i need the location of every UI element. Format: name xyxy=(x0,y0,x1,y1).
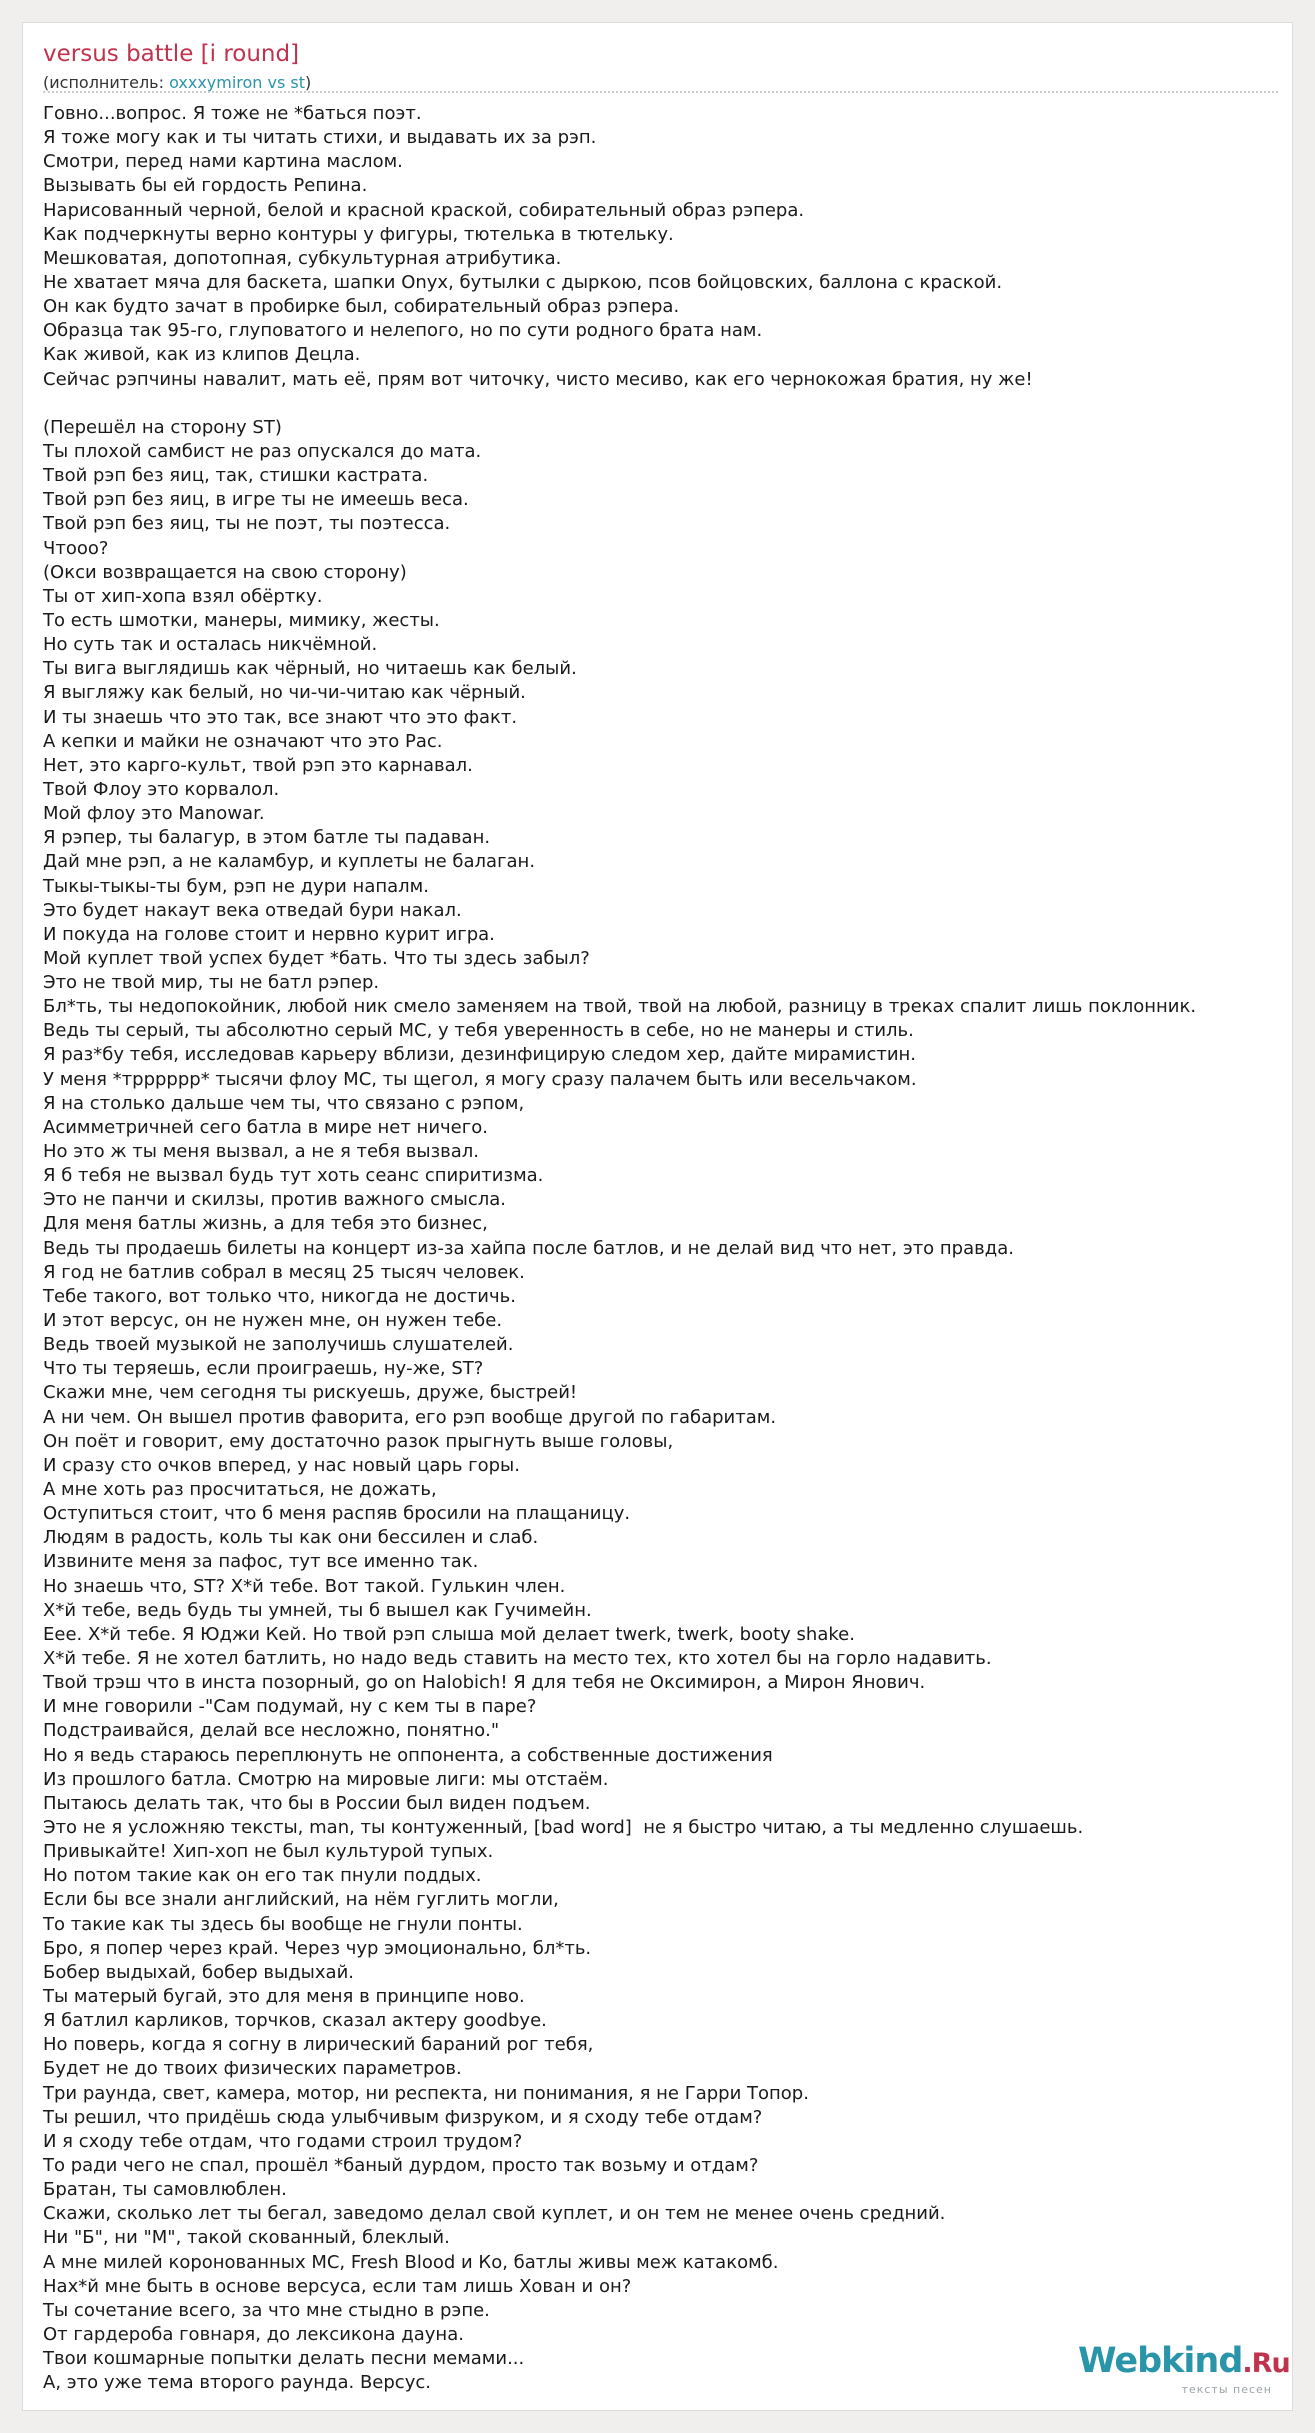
lyric-line: Ведь твоей музыкой не заполучишь слушателей. xyxy=(43,1334,514,1356)
lyric-line: Мой флоу это Manowar. xyxy=(43,803,265,825)
lyric-line: Еее. Х*й тебе. Я Юджи Кей. Но твой рэп слыша мой делает twerk, twerk, booty shake. xyxy=(43,1623,855,1645)
lyric-line: Из прошлого батла. Смотрю на мировые лиги: мы отстаём. xyxy=(43,1768,609,1790)
lyric-line: Бобер выдыхай, бобер выдыхай. xyxy=(43,1961,355,1983)
lyric-line: Подстраивайся, делай все несложно, понятно." xyxy=(43,1720,500,1742)
lyric-line: Бл*ть, ты недопокойник, любой ник смело заменяем на твой, твой на любой, разницу в треках спалит лишь поклонник. xyxy=(43,996,1197,1018)
lyric-line: Я выгляжу как белый, но чи-чи-читаю как чёрный. xyxy=(43,682,526,704)
lyric-line: Это не я усложняю тексты, man, ты контуженный, [bad word] не я быстро читаю, а ты медленно слушаешь. xyxy=(43,1816,1084,1838)
lyric-line: Тыкы-тыкы-ты бум, рэп не дури напалм. xyxy=(43,875,429,897)
lyric-line: То такие как ты здесь бы вообще не гнули понты. xyxy=(43,1913,523,1935)
lyric-line: Ты от хип-хопа взял обёртку. xyxy=(43,585,323,607)
logo-tld: .Ru xyxy=(1242,2348,1290,2379)
lyric-line: Для меня батлы жизнь, а для тебя это бизнес, xyxy=(43,1213,488,1235)
lyric-line: Ты сочетание всего, за что мне стыдно в рэпе. xyxy=(43,2299,490,2321)
lyric-line: Как живой, как из клипов Децла. xyxy=(43,344,361,366)
song-title: versus battle [i round] xyxy=(43,41,300,67)
lyric-line: Скажи, сколько лет ты бегал, заведомо делал свой куплет, и он тем не менее очень средний. xyxy=(43,2203,946,2225)
lyric-line: Он поёт и говорит, ему достаточно разок прыгнуть выше головы, xyxy=(43,1430,674,1452)
webkind-logo[interactable] xyxy=(1078,2341,1290,2396)
dotted-divider xyxy=(43,91,1278,93)
lyric-line: Чтооо? xyxy=(43,537,109,559)
lyric-line: То ради чего не спал, прошёл *баный дурдом, просто так возьму и отдам? xyxy=(43,2154,759,2176)
lyric-line: Х*й тебе. Я не хотел батлить, но надо ведь ставить на место тех, кто хотел бы на горло надавить. xyxy=(43,1648,992,1669)
logo-name: Webkind xyxy=(1078,2341,1243,2381)
lyric-line: Ты вига выглядишь как чёрный, но читаешь как белый. xyxy=(43,658,577,680)
lyric-line: И мне говорили -"Сам подумай, ну с кем ты в паре? xyxy=(43,1696,537,1718)
lyric-line: Но потом такие как он его так пнули поддых. xyxy=(43,1865,482,1887)
lyric-line: Ведь ты продаешь билеты на концерт из-за хайпа после батлов, и не делай вид что нет, это правда. xyxy=(43,1237,1014,1259)
lyric-line: Но суть так и осталась никчёмной. xyxy=(43,634,378,656)
lyric-line: Будет не до твоих физических параметров. xyxy=(43,2058,462,2080)
lyric-line: Твой рэп без яиц, ты не поэт, ты поэтесса. xyxy=(43,513,451,535)
lyric-line: Мой куплет твой успех будет *бать. Что ты здесь забыл? xyxy=(43,947,590,969)
lyric-line: Но знаешь что, ST? Х*й тебе. Вот такой. Гулькин член. xyxy=(43,1575,566,1597)
lyric-line: У меня *трррррр* тысячи флоу MC, ты щегол, я могу сразу палачем быть или весельчаком. xyxy=(43,1068,917,1090)
lyric-line: Три раунда, свет, камера, мотор, ни респекта, ни понимания, я не Гарри Топор. xyxy=(43,2082,809,2104)
lyric-line: Братан, ты самовлюблен. xyxy=(43,2179,287,2201)
lyric-line: Нах*й мне быть в основе версуса, если там лишь Хован и он? xyxy=(43,2275,632,2297)
lyric-line: Я батлил карликов, торчков, сказал актеру goodbye. xyxy=(43,2010,547,2032)
lyric-line: Твои кошмарные попытки делать песни мемами... xyxy=(43,2348,525,2370)
lyric-line: Я на столько дальше чем ты, что связано с рэпом, xyxy=(43,1092,525,1114)
lyric-line: И ты знаешь что это так, все знают что это факт. xyxy=(43,706,518,728)
lyric-line: И сразу сто очков вперед, у нас новый царь горы. xyxy=(43,1454,520,1476)
artist-link[interactable]: oxxxymiron vs st xyxy=(169,73,306,92)
lyric-line: Извините меня за пафос, тут все именно так. xyxy=(43,1551,479,1573)
lyric-line: А ни чем. Он вышел против фаворита, его рэп вообще другой по габаритам. xyxy=(43,1406,777,1428)
lyric-line: Говно...вопрос. Я тоже не *баться поэт. xyxy=(43,103,422,124)
lyric-line: Х*й тебе, ведь будь ты умней, ты б вышел как Гучимейн. xyxy=(43,1599,592,1621)
lyric-line: Бро, я попер через край. Через чур эмоционально, бл*ть. xyxy=(43,1937,592,1959)
lyric-line: Пытаюсь делать так, что бы в России был виден подъем. xyxy=(43,1792,591,1814)
lyric-line: То есть шмотки, манеры, мимику, жесты. xyxy=(43,609,440,631)
lyric-line: Мешковатая, допотопная, субкультурная атрибутика. xyxy=(43,247,562,269)
lyric-line: Вызывать бы ей гордость Репина. xyxy=(43,175,368,197)
lyric-line: Сейчас рэпчины навалит, мать её, прям вот читочку, чисто месиво, как его чернокожая братия, ну же! xyxy=(43,368,1033,390)
lyric-line: Образца так 95-го, глуповатого и нелепого, но по сути родного брата нам. xyxy=(43,320,763,342)
lyric-line: (Окси возвращается на свою сторону) xyxy=(43,561,407,583)
lyric-line: Если бы все знали английский, на нём гуглить могли, xyxy=(43,1889,559,1911)
lyric-line: И покуда на голове стоит и нервно курит игра. xyxy=(43,923,495,945)
lyric-line: Ни "Б", ни "М", такой скованный, блеклый. xyxy=(43,2227,450,2249)
lyric-line: Но я ведь стараюсь переплюнуть не оппонента, а собственные достижения xyxy=(43,1744,773,1766)
artist-suffix: ) xyxy=(305,73,312,92)
lyric-line: Людям в радость, коль ты как они бессилен и слаб. xyxy=(43,1527,539,1549)
lyric-line: От гардероба говнаря, до лексикона дауна. xyxy=(43,2323,464,2345)
lyric-line: Я раз*бу тебя, исследовав карьеру вблизи, дезинфицирую следом хер, дайте мирамистин. xyxy=(43,1044,917,1066)
lyric-line: Я год не батлив собрал в месяц 25 тысяч человек. xyxy=(43,1261,525,1283)
lyric-line: Я б тебя не вызвал будь тут хоть сеанс спиритизма. xyxy=(43,1165,544,1187)
lyric-line: Нет, это карго-культ, твой рэп это карнавал. xyxy=(43,754,473,776)
lyric-line: (Перешёл на сторону ST) xyxy=(43,416,282,438)
lyric-line: Скажи мне, чем сегодня ты рискуешь, друже, быстрей! xyxy=(43,1382,578,1404)
lyric-line: Это не твой мир, ты не батл рэпер. xyxy=(43,972,380,994)
lyric-line: Нарисованный черной, белой и красной краской, собирательный образ рэпера. xyxy=(43,199,805,221)
lyric-line: А кепки и майки не означают что это Рас. xyxy=(43,730,443,752)
artist-line xyxy=(43,73,311,92)
lyric-line: Что ты теряешь, если проиграешь, ну-же, ST? xyxy=(43,1358,484,1380)
lyric-line: А мне милей коронованных MC, Fresh Blood и Ко, батлы живы меж катакомб. xyxy=(43,2251,779,2273)
lyric-line: Твой рэп без яиц, в игре ты не имеешь веса. xyxy=(43,489,469,511)
lyric-line: Дай мне рэп, а не каламбур, и куплеты не балаган. xyxy=(43,851,536,873)
logo-subtitle: тексты песен xyxy=(1181,2383,1272,2396)
lyric-line: Твой рэп без яиц, так, стишки кастрата. xyxy=(43,465,429,487)
lyrics-text xyxy=(43,102,1292,2395)
lyric-line: Но поверь, когда я согну в лирический бараний рог тебя, xyxy=(43,2034,594,2056)
lyrics-card xyxy=(22,22,1293,2411)
lyric-line: Твой Флоу это корвалол. xyxy=(43,778,280,800)
lyric-line: А мне хоть раз просчитаться, не дожать, xyxy=(43,1479,437,1501)
lyric-line: Это не панчи и скилзы, против важного смысла. xyxy=(43,1189,506,1211)
lyric-line xyxy=(43,392,1292,416)
lyric-line: Как подчеркнуты верно контуры у фигуры, тютелька в тютельку. xyxy=(43,223,674,245)
lyric-line: И этот версус, он не нужен мне, он нужен тебе. xyxy=(43,1310,503,1332)
lyric-line: Но это ж ты меня вызвал, а не я тебя вызвал. xyxy=(43,1141,480,1163)
lyric-line: Не хватает мяча для баскета, шапки Onyx, бутылки с дыркою, псов бойцовских, баллона с краской. xyxy=(43,271,1003,293)
artist-prefix: (исполнитель: xyxy=(43,73,170,92)
lyric-line: Он как будто зачат в пробирке был, собирательный образ рэпера. xyxy=(43,296,680,318)
lyric-line: Тебе такого, вот только что, никогда не достичь. xyxy=(43,1285,516,1307)
lyric-line: Ты плохой самбист не раз опускался до мата. xyxy=(43,440,482,462)
lyric-line: Асимметричней сего батла в мире нет ничего. xyxy=(43,1116,488,1138)
lyric-line: И я сходу тебе отдам, что годами строил трудом? xyxy=(43,2130,523,2152)
lyric-line: А, это уже тема второго раунда. Версус. xyxy=(43,2372,431,2394)
lyric-line: Я тоже могу как и ты читать стихи, и выдавать их за рэп. xyxy=(43,127,597,149)
lyric-line: Ты матерый бугай, это для меня в принципе ново. xyxy=(43,1985,525,2007)
lyric-line: Привыкайте! Хип-хоп не был культурой тупых. xyxy=(43,1841,494,1863)
lyric-line: Твой трэш что в инста позорный, go on Halobich! Я для тебя не Оксимирон, а Мирон Янович. xyxy=(43,1672,926,1694)
lyric-line: Смотри, перед нами картина маслом. xyxy=(43,151,403,173)
lyric-line: Ты решил, что придёшь сюда улыбчивым физруком, и я сходу тебе отдам? xyxy=(43,2106,763,2128)
lyric-line: Ведь ты серый, ты абсолютно серый MC, у тебя уверенность в себе, но не манеры и стиль. xyxy=(43,1020,914,1042)
lyric-line: Это будет накаут века отведай бури накал. xyxy=(43,899,462,921)
lyric-line: Я рэпер, ты балагур, в этом батле ты падаван. xyxy=(43,827,491,849)
lyric-line: Оступиться стоит, что б меня распяв бросили на плащаницу. xyxy=(43,1503,631,1525)
